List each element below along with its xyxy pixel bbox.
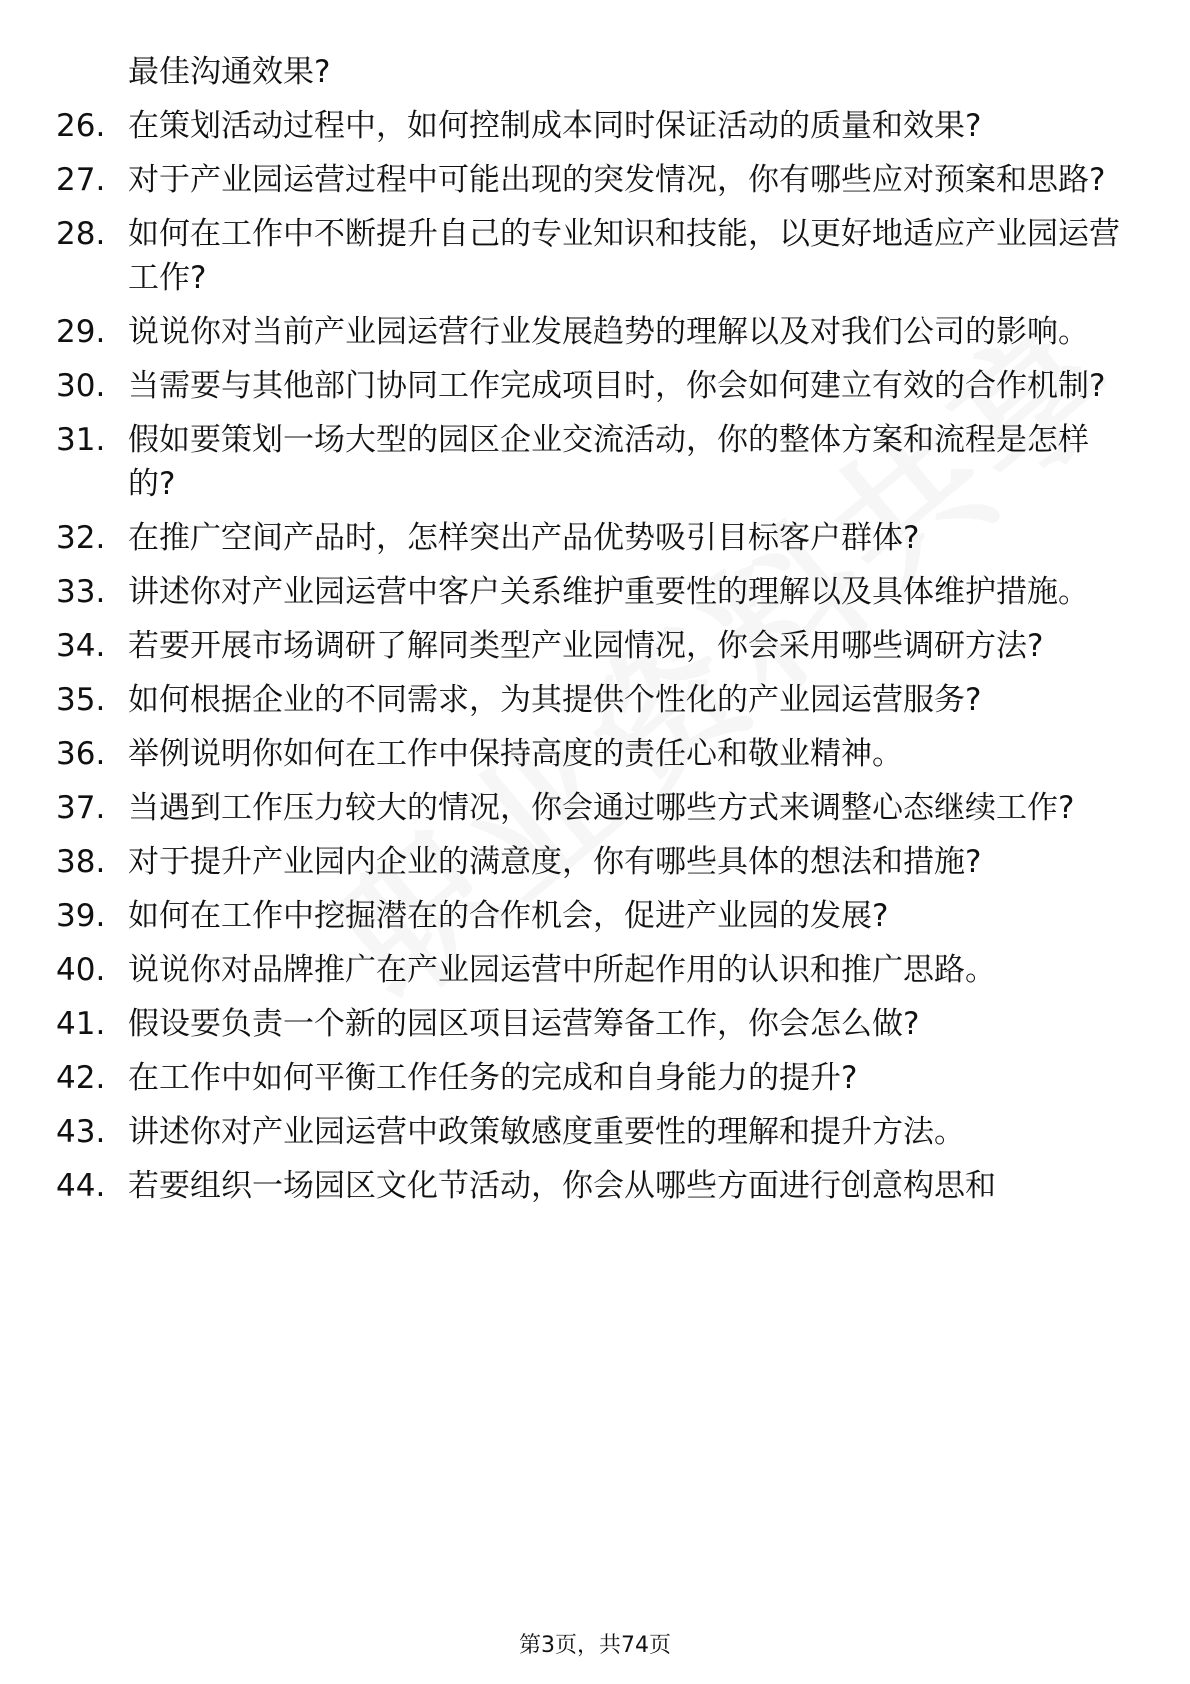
- question-number: 35.: [56, 682, 106, 718]
- question-item: [56, 786, 1136, 830]
- question-number: 30.: [56, 368, 106, 404]
- question-item: [56, 1002, 1136, 1046]
- question-item: [56, 1110, 1136, 1154]
- question-item: [56, 310, 1136, 354]
- question-text: 当需要与其他部门协同工作完成项目时，你会如何建立有效的合作机制?: [128, 368, 1106, 404]
- question-item: [56, 840, 1136, 884]
- question-number: 26.: [56, 108, 106, 144]
- question-item: [56, 158, 1136, 202]
- question-text: 如何在工作中挖掘潜在的合作机会，促进产业园的发展?: [128, 898, 889, 934]
- question-text: 在策划活动过程中，如何控制成本同时保证活动的质量和效果?: [128, 108, 982, 144]
- question-item: [56, 894, 1136, 938]
- question-item: [56, 104, 1136, 148]
- question-item: [56, 570, 1136, 614]
- question-text: 假设要负责一个新的园区项目运营筹备工作，你会怎么做?: [128, 1006, 920, 1042]
- question-item: [56, 516, 1136, 560]
- question-text: 如何根据企业的不同需求，为其提供个性化的产业园运营服务?: [128, 682, 982, 718]
- question-number: 38.: [56, 844, 106, 880]
- question-item: [56, 364, 1136, 408]
- question-text: 对于产业园运营过程中可能出现的突发情况，你有哪些应对预案和思路?: [128, 162, 1106, 198]
- question-text: 讲述你对产业园运营中政策敏感度重要性的理解和提升方法。: [128, 1114, 965, 1150]
- question-number: 39.: [56, 898, 106, 934]
- question-item: [56, 1056, 1136, 1100]
- continuation-text: 最佳沟通效果?: [128, 54, 331, 90]
- question-text: 假如要策划一场大型的园区企业交流活动，你的整体方案和流程是怎样的?: [128, 422, 1089, 502]
- question-number: 37.: [56, 790, 106, 826]
- question-text: 对于提升产业园内企业的满意度，你有哪些具体的想法和措施?: [128, 844, 982, 880]
- question-item: [56, 212, 1136, 300]
- question-text: 举例说明你如何在工作中保持高度的责任心和敬业精神。: [128, 736, 903, 772]
- question-text: 在工作中如何平衡工作任务的完成和自身能力的提升?: [128, 1060, 858, 1096]
- page-footer: 第3页，共74页: [519, 1633, 671, 1658]
- question-number: 27.: [56, 162, 106, 198]
- question-text: 若要开展市场调研了解同类型产业园情况，你会采用哪些调研方法?: [128, 628, 1044, 664]
- question-number: 28.: [56, 216, 106, 252]
- question-text: 若要组织一场园区文化节活动，你会从哪些方面进行创意构思和: [128, 1168, 996, 1204]
- question-text: 说说你对品牌推广在产业园运营中所起作用的认识和推广思路。: [128, 952, 996, 988]
- question-text: 如何在工作中不断提升自己的专业知识和技能，以更好地适应产业园运营工作?: [128, 216, 1120, 296]
- question-number: 29.: [56, 314, 106, 350]
- question-number: 44.: [56, 1168, 106, 1204]
- question-number: 40.: [56, 952, 106, 988]
- question-text: 在推广空间产品时，怎样突出产品优势吸引目标客户群体?: [128, 520, 920, 556]
- question-number: 34.: [56, 628, 106, 664]
- question-item: [56, 624, 1136, 668]
- question-text: 讲述你对产业园运营中客户关系维护重要性的理解以及具体维护措施。: [128, 574, 1089, 610]
- question-text: 当遇到工作压力较大的情况，你会通过哪些方式来调整心态继续工作?: [128, 790, 1075, 826]
- question-item: [56, 732, 1136, 776]
- question-number: 42.: [56, 1060, 106, 1096]
- question-number: 32.: [56, 520, 106, 556]
- question-number: 31.: [56, 422, 106, 458]
- question-item: [56, 418, 1136, 506]
- question-number: 43.: [56, 1114, 106, 1150]
- question-number: 36.: [56, 736, 106, 772]
- question-number: 33.: [56, 574, 106, 610]
- question-number: 41.: [56, 1006, 106, 1042]
- question-item: [56, 948, 1136, 992]
- question-text: 说说你对当前产业园运营行业发展趋势的理解以及对我们公司的影响。: [128, 314, 1089, 350]
- question-item: [56, 678, 1136, 722]
- question-item: [56, 1164, 1136, 1208]
- question-list: [56, 104, 1136, 1218]
